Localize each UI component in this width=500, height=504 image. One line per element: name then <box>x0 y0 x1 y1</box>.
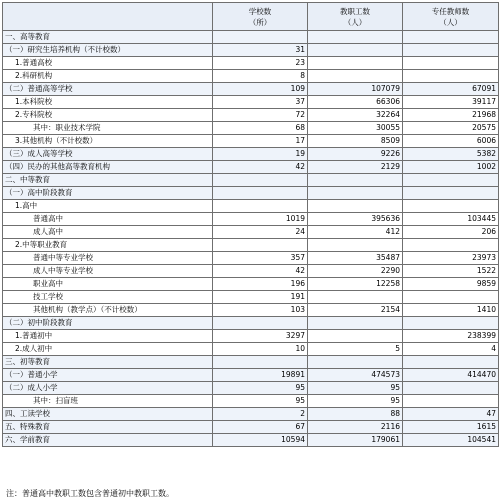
staff-count-cell <box>308 57 403 70</box>
statistics-table <box>2 2 499 447</box>
teacher-count-cell <box>403 174 499 187</box>
table-row <box>3 291 499 304</box>
row-label: 1.本科院校 <box>3 96 213 109</box>
table-row <box>3 135 499 148</box>
teacher-count-cell: 39117 <box>403 96 499 109</box>
table-row <box>3 31 499 44</box>
school-count-cell <box>213 31 308 44</box>
row-label: 成人中等专业学校 <box>3 265 213 278</box>
table-row <box>3 330 499 343</box>
row-label: 其他机构（教学点）（不计校数） <box>3 304 213 317</box>
staff-count-cell: 2290 <box>308 265 403 278</box>
school-count-cell: 37 <box>213 96 308 109</box>
row-label: 技工学校 <box>3 291 213 304</box>
row-label: 其中：扫盲班 <box>3 395 213 408</box>
staff-count-cell <box>308 291 403 304</box>
table-row <box>3 57 499 70</box>
table-body <box>3 31 499 447</box>
teacher-count-cell <box>403 291 499 304</box>
table-header-row <box>3 3 499 31</box>
header-teacher-count <box>403 3 499 31</box>
teacher-count-cell <box>403 70 499 83</box>
header-school-count <box>213 3 308 31</box>
staff-count-cell: 9226 <box>308 148 403 161</box>
table-row <box>3 122 499 135</box>
staff-count-cell <box>308 70 403 83</box>
table-row <box>3 226 499 239</box>
teacher-count-cell: 47 <box>403 408 499 421</box>
staff-count-cell: 30055 <box>308 122 403 135</box>
teacher-count-cell: 1002 <box>403 161 499 174</box>
staff-count-cell <box>308 239 403 252</box>
row-label: 2.成人初中 <box>3 343 213 356</box>
school-count-cell: 72 <box>213 109 308 122</box>
table-row <box>3 83 499 96</box>
table-row <box>3 369 499 382</box>
school-count-cell: 1019 <box>213 213 308 226</box>
school-count-cell: 10594 <box>213 434 308 447</box>
row-label: 职业高中 <box>3 278 213 291</box>
school-count-cell: 67 <box>213 421 308 434</box>
row-label: 其中：职业技术学院 <box>3 122 213 135</box>
staff-count-cell <box>308 44 403 57</box>
school-count-cell: 191 <box>213 291 308 304</box>
school-count-cell: 3297 <box>213 330 308 343</box>
staff-count-cell <box>308 200 403 213</box>
row-label: （四）民办的其他高等教育机构 <box>3 161 213 174</box>
school-count-cell <box>213 239 308 252</box>
row-label: 六、学前教育 <box>3 434 213 447</box>
school-count-cell: 68 <box>213 122 308 135</box>
table-row <box>3 252 499 265</box>
school-count-cell: 103 <box>213 304 308 317</box>
header-staff-count-text: 教职工数 （人） <box>340 6 370 27</box>
teacher-count-cell <box>403 239 499 252</box>
table-row <box>3 174 499 187</box>
teacher-count-cell: 104541 <box>403 434 499 447</box>
school-count-cell: 17 <box>213 135 308 148</box>
row-label: （一）高中阶段教育 <box>3 187 213 200</box>
staff-count-cell <box>308 356 403 369</box>
school-count-cell <box>213 174 308 187</box>
teacher-count-cell: 206 <box>403 226 499 239</box>
row-label: 普通高中 <box>3 213 213 226</box>
table-row <box>3 70 499 83</box>
staff-count-cell: 474573 <box>308 369 403 382</box>
school-count-cell: 24 <box>213 226 308 239</box>
teacher-count-cell <box>403 395 499 408</box>
row-label: 三、初等教育 <box>3 356 213 369</box>
teacher-count-cell <box>403 187 499 200</box>
row-label: 成人高中 <box>3 226 213 239</box>
table-row <box>3 356 499 369</box>
row-label: （二）初中阶段教育 <box>3 317 213 330</box>
teacher-count-cell <box>403 57 499 70</box>
row-label: （二）普通高等学校 <box>3 83 213 96</box>
staff-count-cell: 2154 <box>308 304 403 317</box>
table-row <box>3 421 499 434</box>
teacher-count-cell <box>403 31 499 44</box>
teacher-count-cell <box>403 200 499 213</box>
table-row <box>3 395 499 408</box>
teacher-count-cell: 6006 <box>403 135 499 148</box>
row-label: （二）成人小学 <box>3 382 213 395</box>
staff-count-cell: 95 <box>308 382 403 395</box>
row-label: 2.专科院校 <box>3 109 213 122</box>
teacher-count-cell: 238399 <box>403 330 499 343</box>
table-row <box>3 44 499 57</box>
school-count-cell: 23 <box>213 57 308 70</box>
table-row <box>3 200 499 213</box>
row-label: 2.科研机构 <box>3 70 213 83</box>
row-label: 一、高等教育 <box>3 31 213 44</box>
staff-count-cell: 32264 <box>308 109 403 122</box>
school-count-cell: 31 <box>213 44 308 57</box>
row-label: 1.高中 <box>3 200 213 213</box>
table-row <box>3 109 499 122</box>
school-count-cell <box>213 356 308 369</box>
staff-count-cell <box>308 187 403 200</box>
school-count-cell: 109 <box>213 83 308 96</box>
row-label: 2.中等职业教育 <box>3 239 213 252</box>
school-count-cell: 357 <box>213 252 308 265</box>
staff-count-cell <box>308 31 403 44</box>
table-row <box>3 96 499 109</box>
table-row <box>3 148 499 161</box>
row-label: （一）研究生培养机构（不计校数） <box>3 44 213 57</box>
school-count-cell: 196 <box>213 278 308 291</box>
table-row <box>3 239 499 252</box>
teacher-count-cell: 1410 <box>403 304 499 317</box>
school-count-cell: 8 <box>213 70 308 83</box>
school-count-cell: 42 <box>213 265 308 278</box>
row-label: 1.普通初中 <box>3 330 213 343</box>
school-count-cell <box>213 317 308 330</box>
staff-count-cell <box>308 317 403 330</box>
table-row <box>3 408 499 421</box>
header-teacher-count-text: 专任教师数 （人） <box>431 6 470 27</box>
teacher-count-cell: 21968 <box>403 109 499 122</box>
table-row <box>3 265 499 278</box>
row-label: （三）成人高等学校 <box>3 148 213 161</box>
row-label: 四、工读学校 <box>3 408 213 421</box>
school-count-cell: 95 <box>213 395 308 408</box>
staff-count-cell: 179061 <box>308 434 403 447</box>
row-label: 3.其他机构（不计校数） <box>3 135 213 148</box>
school-count-cell: 95 <box>213 382 308 395</box>
table-row <box>3 278 499 291</box>
row-label: （一）普通小学 <box>3 369 213 382</box>
header-school-count-text: 学校数 （所） <box>248 6 272 27</box>
staff-count-cell: 95 <box>308 395 403 408</box>
teacher-count-cell: 414470 <box>403 369 499 382</box>
row-label: 二、中等教育 <box>3 174 213 187</box>
staff-count-cell <box>308 330 403 343</box>
staff-count-cell: 2129 <box>308 161 403 174</box>
header-staff-count <box>308 3 403 31</box>
staff-count-cell: 412 <box>308 226 403 239</box>
table-row <box>3 213 499 226</box>
row-label: 普通中等专业学校 <box>3 252 213 265</box>
staff-count-cell: 88 <box>308 408 403 421</box>
row-label: 五、特殊教育 <box>3 421 213 434</box>
table-row <box>3 317 499 330</box>
staff-count-cell: 35487 <box>308 252 403 265</box>
table-row <box>3 382 499 395</box>
teacher-count-cell: 23973 <box>403 252 499 265</box>
school-count-cell <box>213 200 308 213</box>
teacher-count-cell <box>403 382 499 395</box>
teacher-count-cell <box>403 317 499 330</box>
table-row <box>3 304 499 317</box>
teacher-count-cell <box>403 44 499 57</box>
table-row <box>3 343 499 356</box>
table-row <box>3 161 499 174</box>
staff-count-cell: 395636 <box>308 213 403 226</box>
footnote: 注：普通高中教职工数包含普通初中教职工数。 <box>6 489 174 498</box>
school-count-cell: 19 <box>213 148 308 161</box>
staff-count-cell: 66306 <box>308 96 403 109</box>
teacher-count-cell: 1522 <box>403 265 499 278</box>
teacher-count-cell <box>403 356 499 369</box>
teacher-count-cell: 67091 <box>403 83 499 96</box>
school-count-cell: 2 <box>213 408 308 421</box>
teacher-count-cell: 9859 <box>403 278 499 291</box>
staff-count-cell: 107079 <box>308 83 403 96</box>
row-label: 1.普通高校 <box>3 57 213 70</box>
teacher-count-cell: 4 <box>403 343 499 356</box>
staff-count-cell: 12258 <box>308 278 403 291</box>
table-row <box>3 434 499 447</box>
school-count-cell <box>213 187 308 200</box>
header-category-cell <box>3 3 213 31</box>
staff-count-cell: 5 <box>308 343 403 356</box>
school-count-cell: 10 <box>213 343 308 356</box>
school-count-cell: 42 <box>213 161 308 174</box>
teacher-count-cell: 103445 <box>403 213 499 226</box>
school-count-cell: 19891 <box>213 369 308 382</box>
table-row <box>3 187 499 200</box>
staff-count-cell: 8509 <box>308 135 403 148</box>
teacher-count-cell: 1615 <box>403 421 499 434</box>
staff-count-cell: 2116 <box>308 421 403 434</box>
teacher-count-cell: 5382 <box>403 148 499 161</box>
teacher-count-cell: 20575 <box>403 122 499 135</box>
staff-count-cell <box>308 174 403 187</box>
